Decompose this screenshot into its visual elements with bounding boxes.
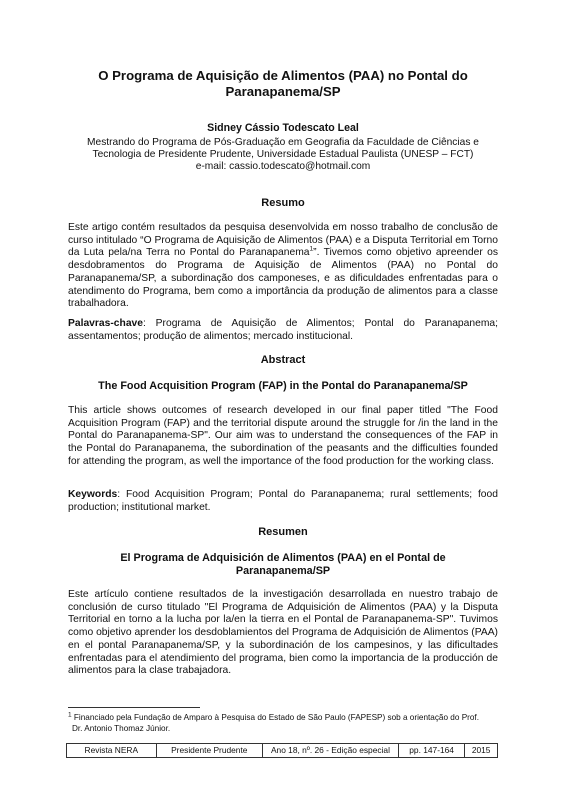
author-name: Sidney Cássio Todescato Leal [207, 122, 359, 134]
resumen-title-line-1: El Programa de Adquisición de Alimentos (PAA) en el Pontal de [120, 552, 446, 564]
footnote-line-2: Dr. Antonio Thomaz Júnior. [72, 724, 171, 733]
journal-footer-row [67, 744, 498, 758]
resumen-title-line-2: Paranapanema/SP [235, 565, 331, 578]
abstract-body: This article shows outcomes of research developed in our final paper titled "The Food Acquisition Program (FAP) and the territorial dispute around the struggle for /in the land in the Pontal do Paranapanema-SP". Our aim was to understand the consequences of the FAP in the Pontal do Paranapanema, the subordination of the peasants and the difficulties founded for attending the program, as well the importance of the food production for the working class. [68, 405, 498, 467]
abstract-keywords [68, 489, 498, 514]
abstract-title: The Food Acquisition Program (FAP) in the Pontal do Paranapanema/SP [98, 380, 468, 392]
affiliation-line-2: Tecnologia de Presidente Prudente, Universidade Estadual Paulista (UNESP – FCT) [92, 149, 474, 161]
resumo-keywords-text: : Programa de Aquisição de Alimentos; Pontal do Paranapanema; assentamentos; produção de alimentos; mercado institucional. [68, 318, 498, 342]
footer-city: Presidente Prudente [156, 744, 262, 758]
resumo-body [68, 222, 498, 311]
journal-footer [66, 743, 498, 758]
article-title-line-2: Paranapanema/SP [225, 83, 341, 99]
affiliation-line-1: Mestrando do Programa de Pós-Graduação em Geografia da Faculdade de Ciências e [87, 137, 479, 148]
footnote-divider [68, 707, 200, 708]
resumen-title [80, 552, 486, 579]
resumo-heading: Resumo [261, 197, 305, 209]
article-title [60, 68, 506, 99]
resumo-keywords-label: Palavras-chave [68, 318, 143, 329]
resumo-body-part-2: ”. Tivemos como objetivo apreender os desdobramentos do Programa de Aquisição de Alimentos (PAA) no Pontal do Paranapanema/SP, a subordinação dos camponeses, e as dificuldades enfrentadas para o atendimento do Programa, bem como a importância da produção de alimentos para a classe trabalhadora. [68, 247, 499, 310]
footnote-reference: 1 [309, 245, 314, 253]
footer-issue: Ano 18, nº. 26 - Edição especial [262, 744, 398, 758]
resumen-heading: Resumen [258, 526, 308, 538]
footnote-line-1 [68, 712, 508, 723]
abstract-keywords-text: : Food Acquisition Program; Pontal do Paranapanema; rural settlements; food production; institutional market. [68, 489, 498, 513]
footer-year: 2015 [465, 744, 498, 758]
author-affiliation [70, 137, 496, 174]
footnote-mark: 1 [68, 711, 72, 719]
footnote-text-1: Financiado pela Fundação de Amparo à Pesquisa do Estado de São Paulo (FAPESP) sob a orientação do Prof. [71, 713, 479, 722]
abstract-heading: Abstract [260, 354, 306, 366]
footnote [68, 712, 508, 734]
resumo-keywords [68, 318, 498, 343]
author-email: e-mail: cassio.todescato@hotmail.com [195, 161, 371, 173]
abstract-keywords-label: Keywords [68, 489, 118, 500]
resumo-body-part-1: Este artigo contém resultados da pesquisa desenvolvida em nosso trabalho de conclusão de curso intitulado “O Programa de Aquisição de Alimentos (PAA) e a Disputa Territorial em Torno da Luta pela/na Terra no Pontal do Paranapanema [68, 222, 498, 259]
resumen-body: Este artículo contiene resultados de la investigación desarrollada en nuestro trabajo de conclusión de curso titulado "El Programa de Adquisición de Alimentos (PAA) y la Disputa Territorial en torno a la lucha por la/en la tierra en el Pontal de Paranapanema-SP". Tuvimos como objetivo aprender los desdoblamientos del Programa de Adquisición de Alimentos (PAA) en el pontal Paranapanema/SP, y la subordinación de los campesinos, y las dificultades enfrentadas para el atendimiento del programa, bien como la importancia de la producción de alimentos para la clase trabajadora. [68, 589, 498, 677]
footer-journal: Revista NERA [67, 744, 157, 758]
footer-pages: pp. 147-164 [398, 744, 464, 758]
article-title-line-1: O Programa de Aquisição de Alimentos (PAA) no Pontal do [98, 68, 468, 83]
